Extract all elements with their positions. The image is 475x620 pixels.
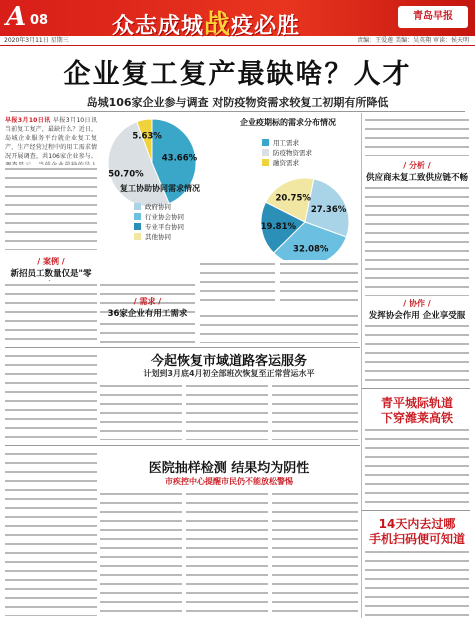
analysis-section-title: / 分析 / [403, 161, 431, 170]
legend-entry-2 [134, 221, 184, 231]
text-block [365, 184, 469, 296]
legend-swatch [134, 213, 141, 220]
text-block [100, 320, 195, 343]
text-block [272, 490, 358, 616]
legend-entry-1 [262, 147, 312, 157]
divider [5, 347, 360, 348]
text-block [5, 165, 97, 250]
pie-label-3: 20.75% [275, 193, 311, 204]
story3-title: 医院抽样检测 结果均为阴性 [148, 461, 310, 476]
legend-label: 专业平台协同 [145, 222, 184, 231]
text-block [365, 322, 469, 382]
text-block [200, 312, 358, 343]
text-block [5, 450, 97, 616]
column-divider [361, 113, 362, 618]
banner-title-part-b: 战 [204, 10, 232, 40]
legend-swatch [134, 223, 141, 230]
analysis-subtitle: 供应商未复工致供应链不畅 [365, 173, 468, 183]
main-headline: 企业复工复产最缺啥？人才 [63, 59, 412, 90]
text-block [280, 260, 358, 308]
chart1-pie [92, 113, 252, 213]
date-strip [0, 36, 475, 46]
legend-label: 用工需求 [273, 138, 299, 147]
demand-section-title: / 需求 / [133, 297, 162, 306]
page-banner [0, 0, 475, 40]
text-block [100, 490, 182, 616]
demand-subtitle: 36家企业有用工需求 [107, 309, 188, 319]
issue-date: 2020年3月11日 星期三 [4, 37, 69, 44]
legend-label: 政府协同 [145, 202, 171, 211]
text-block [186, 490, 268, 616]
page-number: 08 [30, 13, 49, 28]
divider [362, 510, 470, 511]
banner-title-part-a: 众志成城 [112, 14, 205, 39]
legend-swatch [134, 233, 141, 240]
legend-entry-2 [262, 157, 312, 167]
legend-entry-3 [134, 231, 184, 241]
divider [362, 388, 470, 389]
pie-label-1: 32.08% [293, 244, 329, 255]
legend-label: 行业协会协同 [145, 212, 184, 221]
analysis-label: 分析 [409, 161, 425, 170]
legend-swatch [262, 159, 269, 166]
story5-title-line2: 手机扫码便可知道 [368, 532, 465, 546]
coop-subtitle: 发挥协会作用 企业享受服 [368, 311, 466, 321]
main-subheadline: 岛城106家企业参与调查 对防疫物资需求较复工初期有所降低 [86, 96, 389, 109]
pie-label-0: 43.66% [161, 153, 198, 164]
pie-label-0: 27.36% [310, 204, 347, 215]
legend-label: 防疫物资需求 [273, 148, 312, 157]
banner-title-part-c: 疫必胜 [231, 14, 301, 39]
text-block [5, 281, 97, 343]
legend-swatch [262, 139, 269, 146]
text-block [365, 426, 469, 506]
text-block [200, 260, 275, 308]
lead-dateline: 早报3月10日讯 [5, 117, 51, 124]
case-subtitle: 新招员工数量仅是"零 [10, 269, 92, 279]
text-block [186, 382, 268, 440]
chart2-pie [250, 172, 360, 272]
story4-title: 青平城际轨道 [380, 396, 453, 410]
story2-title: 今起恢复市域道路客运服务 [150, 354, 307, 369]
story4-title-line2: 下穿潍莱高铁 [380, 411, 453, 425]
legend-swatch [262, 149, 269, 156]
legend-entry-0 [262, 137, 312, 147]
story2-subtitle: 计划到3月底4月初全部班次恢复至正常营运水平 [143, 369, 315, 378]
divider [10, 111, 465, 112]
pie-label-2: 19.81% [260, 222, 297, 233]
lead-body: 早报3月10日讯 当前复工复产，最缺什么？近日，岛城企业服务平台就企业复工复产、生产经营过程中的用工需求情况开展调查，共106家企业参与。 [5, 117, 97, 160]
case-label: 案例 [43, 257, 59, 266]
text-block [365, 116, 469, 156]
story3-subtitle: 市疾控中心提醒市民仍不能放松警惕 [165, 477, 293, 486]
legend-swatch [134, 203, 141, 210]
demand-label: 需求 [139, 297, 156, 306]
coop-section-title: / 协作 / [403, 299, 431, 308]
newspaper-logo: 青岛早报 [398, 6, 468, 28]
text-block [365, 548, 469, 616]
legend-label: 融资需求 [273, 158, 299, 167]
legend-entry-1 [134, 211, 184, 221]
text-block [100, 382, 182, 440]
editor-credits: 责编：王爱莲 美编：吴英翔 审读：侯天明 [357, 37, 469, 44]
text-block [272, 382, 358, 440]
chart1-title: 企业疫期标的需求分布情况 [240, 118, 336, 127]
legend-entry-0 [134, 201, 184, 211]
legend-label: 其他协同 [145, 232, 171, 241]
pie-label-1: 50.70% [108, 169, 144, 180]
edition-letter: A [6, 2, 27, 32]
text-block [5, 352, 97, 440]
chart1-legend [262, 137, 312, 167]
chart2-legend [134, 201, 184, 241]
story5-title: 14天内去过哪 [378, 517, 456, 531]
divider [5, 445, 360, 446]
case-section-title: / 案例 / [37, 257, 65, 266]
pie-label-2: 5.63% [132, 131, 162, 142]
chart2-title: 复工协助协同需求情况 [120, 184, 200, 193]
coop-label: 协作 [409, 299, 425, 308]
